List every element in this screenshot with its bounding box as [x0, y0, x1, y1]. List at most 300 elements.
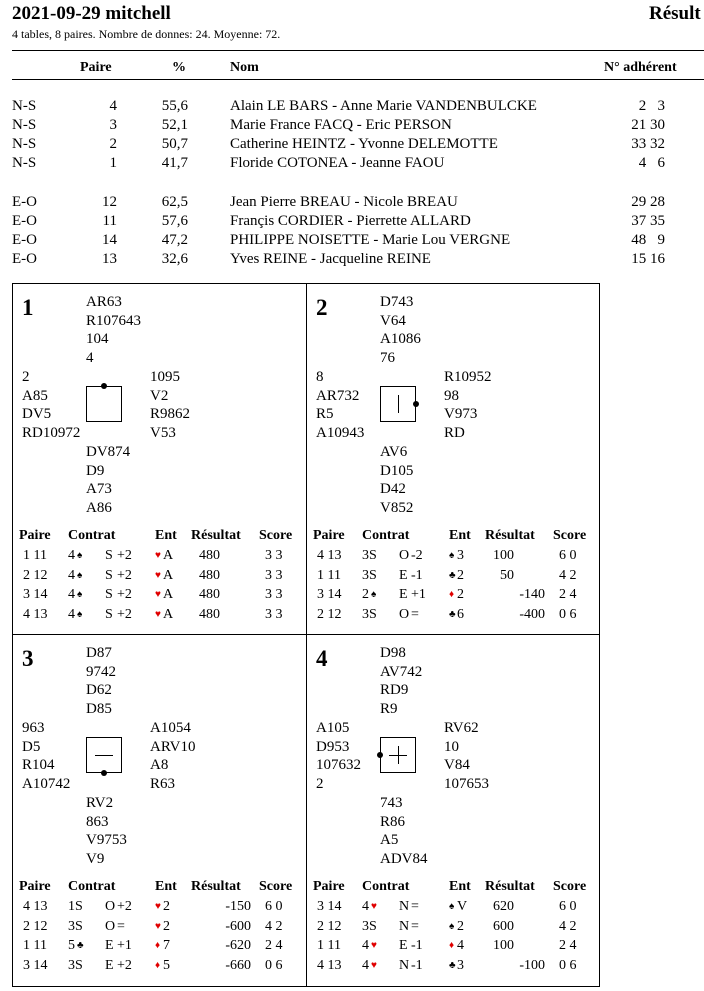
- west-hand-suit-line: A10943: [316, 424, 365, 441]
- result-pairs: 1 11: [317, 938, 341, 953]
- declarer: S: [105, 548, 113, 563]
- declarer: O: [105, 918, 116, 934]
- match-points: 6 0: [559, 548, 577, 563]
- west-hand-suit-line: A85: [22, 387, 48, 404]
- contract-level: 3S: [362, 548, 377, 563]
- declarer: S: [105, 567, 113, 583]
- board-number: 2: [316, 295, 328, 320]
- north-hand-suit-line: AV742: [380, 663, 423, 680]
- col-paire-header: Paire: [80, 60, 112, 75]
- member-numbers: 2 3: [638, 98, 665, 114]
- col-nom-header: Nom: [230, 60, 259, 75]
- board-number: 1: [22, 295, 34, 320]
- pair-names: PHILIPPE NOISETTE - Marie Lou VERGNE: [230, 232, 511, 248]
- east-hand: [444, 368, 492, 442]
- contract-suit-icon: ♥: [371, 959, 377, 971]
- results-header-ent: Ent: [155, 528, 177, 543]
- lead-suit-icon: ♥: [155, 608, 161, 620]
- result-tricks: =: [411, 606, 419, 622]
- south-hand: [86, 794, 127, 868]
- score-ew: -150: [225, 899, 251, 914]
- match-points: 6 0: [265, 899, 283, 914]
- contract-level: 3S: [362, 918, 377, 934]
- board-2: [306, 283, 600, 635]
- declarer: N: [399, 957, 410, 973]
- vulnerability-compass-icon: [86, 386, 122, 422]
- south-hand: [380, 443, 413, 517]
- declarer: E: [399, 587, 408, 602]
- east-hand-suit-line: R63: [150, 775, 176, 792]
- lead-card: 2: [163, 918, 170, 934]
- lead-suit-icon: ♥: [155, 569, 161, 581]
- result-tricks: -1: [411, 938, 423, 953]
- match-points: 2 4: [559, 938, 577, 953]
- vulnerability-line-icon: [389, 755, 407, 756]
- north-hand-suit-line: A1086: [380, 331, 421, 347]
- north-hand-suit-line: AR63: [86, 294, 122, 310]
- page-subtitle: 4 tables, 8 paires. Nombre de donnes: 24. Moyenne: 72.: [12, 27, 281, 41]
- results-header-ent: Ent: [449, 879, 471, 894]
- lead-card: 2: [457, 567, 464, 583]
- contract-suit-icon: ♠: [77, 608, 83, 620]
- contract-level: 4: [362, 957, 369, 973]
- contract-level: 1S: [68, 899, 83, 914]
- results-header-contrat: Contrat: [362, 528, 410, 543]
- col-adherent-header: N° adhérent: [604, 60, 677, 75]
- results-header-ent: Ent: [449, 528, 471, 543]
- declarer: O: [105, 899, 116, 914]
- result-row: [307, 958, 599, 978]
- dealer-dot-icon: [413, 401, 419, 407]
- lead-suit-icon: ♦: [155, 959, 161, 971]
- match-points: 4 2: [559, 567, 577, 583]
- pair-direction: N-S: [12, 117, 37, 133]
- member-numbers: 4 6: [638, 155, 665, 171]
- match-points: 0 6: [559, 957, 577, 973]
- result-row: [13, 938, 306, 958]
- results-header-paire: Paire: [313, 879, 345, 894]
- results-header-score: Score: [259, 528, 293, 543]
- contract-level: 4: [68, 587, 75, 602]
- board-number: 4: [316, 646, 328, 671]
- score-ew: -140: [519, 587, 545, 602]
- lead-suit-icon: ♥: [155, 901, 161, 912]
- pair-percentage: 47,2: [161, 232, 188, 248]
- south-hand-suit-line: A86: [86, 499, 112, 516]
- declarer: E: [105, 957, 114, 973]
- results-header-paire: Paire: [313, 528, 345, 543]
- contract-suit-icon: ♥: [371, 940, 377, 951]
- board-3: [12, 634, 307, 987]
- north-hand-suit-line: 76: [380, 349, 395, 366]
- vulnerability-line-icon: [95, 755, 113, 756]
- east-hand-suit-line: R9862: [150, 406, 191, 422]
- results-header-resultat: Résultat: [485, 879, 535, 894]
- north-hand-suit-line: RD9: [380, 682, 409, 698]
- match-points: 3 3: [265, 567, 283, 583]
- contract-suit-icon: ♠: [77, 569, 83, 581]
- north-hand-suit-line: 4: [86, 349, 94, 366]
- lead-card: 2: [163, 899, 170, 914]
- east-hand-suit-line: V53: [150, 424, 176, 441]
- pair-direction: E-O: [12, 194, 37, 210]
- south-hand: [86, 443, 130, 517]
- ranking-row: [0, 136, 704, 155]
- east-hand-suit-line: ARV10: [150, 738, 196, 755]
- dealer-dot-icon: [101, 383, 107, 389]
- pair-names: Jean Pierre BREAU - Nicole BREAU: [230, 194, 458, 210]
- ranking-row: [0, 251, 704, 270]
- score-ew: -600: [225, 918, 251, 934]
- score-ns: 480: [199, 548, 220, 563]
- ranking-row: [0, 232, 704, 251]
- west-hand-suit-line: DV5: [22, 406, 52, 422]
- lead-card: 2: [457, 587, 464, 602]
- ranking-header-rule: [12, 79, 704, 80]
- result-pairs: 1 11: [317, 567, 341, 583]
- ranking-row: [0, 155, 704, 174]
- south-hand-suit-line: ADV84: [380, 850, 428, 867]
- pair-names: Floride COTONEA - Jeanne FAOU: [230, 155, 445, 171]
- results-header-contrat: Contrat: [362, 879, 410, 894]
- lead-suit-icon: ♦: [449, 589, 455, 600]
- match-points: 6 0: [559, 899, 577, 914]
- west-hand-suit-line: 2: [316, 775, 324, 792]
- result-tricks: -2: [411, 548, 423, 563]
- south-hand-suit-line: A73: [86, 481, 112, 497]
- pair-direction: E-O: [12, 232, 37, 248]
- contract-level: 3S: [362, 606, 377, 622]
- board-1: [12, 283, 307, 635]
- lead-card: 5: [163, 957, 170, 973]
- declarer: O: [399, 548, 410, 563]
- east-hand-suit-line: 98: [444, 387, 459, 404]
- result-pairs: 1 11: [23, 548, 47, 563]
- south-hand-suit-line: R86: [380, 813, 406, 830]
- score-ew: -620: [225, 938, 251, 953]
- contract-suit-icon: ♣: [77, 940, 84, 951]
- west-hand: [22, 368, 80, 442]
- pair-percentage: 55,6: [161, 98, 188, 114]
- dealer-dot-icon: [377, 752, 383, 758]
- contract-level: 3S: [68, 918, 83, 934]
- west-hand-suit-line: 8: [316, 369, 324, 385]
- contract-level: 4: [68, 606, 75, 622]
- south-hand-suit-line: AV6: [380, 444, 408, 460]
- lead-card: 4: [457, 938, 464, 953]
- match-points: 4 2: [559, 918, 577, 934]
- west-hand-suit-line: RD10972: [22, 424, 81, 441]
- pair-direction: E-O: [12, 213, 37, 229]
- declarer: O: [399, 606, 410, 622]
- result-pairs: 4 13: [23, 899, 48, 914]
- header-rule: [12, 50, 704, 51]
- ranking-row: [0, 117, 704, 136]
- lead-suit-icon: ♠: [449, 550, 455, 561]
- results-header-paire: Paire: [19, 879, 51, 894]
- west-hand-suit-line: AR732: [316, 387, 360, 404]
- result-tricks: +2: [117, 548, 132, 563]
- match-points: 3 3: [265, 548, 283, 563]
- east-hand: [444, 719, 489, 793]
- result-pairs: 2 12: [23, 918, 48, 934]
- member-numbers: 48 9: [631, 232, 665, 248]
- result-row: [307, 607, 599, 627]
- north-hand-suit-line: D98: [380, 645, 406, 661]
- west-hand-suit-line: D953: [316, 738, 350, 755]
- east-hand-suit-line: R10952: [444, 369, 492, 385]
- pair-percentage: 62,5: [161, 194, 188, 210]
- lead-card: A: [163, 548, 174, 563]
- match-points: 3 3: [265, 606, 283, 622]
- result-pairs: 3 14: [317, 587, 342, 602]
- east-hand-suit-line: RV62: [444, 720, 479, 736]
- lead-card: 6: [457, 606, 464, 622]
- result-tricks: =: [117, 918, 125, 934]
- result-tricks: +1: [411, 587, 426, 602]
- east-hand-suit-line: 107653: [444, 775, 489, 792]
- pair-number: 4: [109, 98, 117, 114]
- result-pairs: 2 12: [23, 567, 48, 583]
- north-hand: [86, 644, 116, 718]
- north-hand-suit-line: R107643: [86, 312, 142, 329]
- result-row: [13, 899, 306, 919]
- west-hand-suit-line: 963: [22, 720, 45, 736]
- north-hand: [86, 293, 141, 367]
- south-hand-suit-line: V852: [380, 499, 414, 516]
- north-hand-suit-line: D743: [380, 294, 414, 310]
- lead-suit-icon: ♦: [449, 940, 455, 951]
- result-row: [307, 587, 599, 607]
- lead-suit-icon: ♥: [155, 589, 161, 600]
- contract-suit-icon: ♥: [371, 901, 377, 912]
- dealer-dot-icon: [101, 770, 107, 776]
- result-tricks: =: [411, 899, 419, 914]
- result-pairs: 2 12: [317, 606, 342, 622]
- pair-direction: E-O: [12, 251, 37, 267]
- contract-level: 4: [362, 938, 369, 953]
- results-header-score: Score: [553, 879, 587, 894]
- east-hand-suit-line: 1095: [150, 369, 180, 385]
- south-hand-suit-line: V9: [86, 850, 105, 867]
- south-hand-suit-line: 863: [86, 813, 109, 830]
- score-ns: 480: [199, 587, 220, 602]
- score-ns: 50: [500, 567, 514, 583]
- north-hand: [380, 644, 422, 718]
- contract-level: 3S: [68, 957, 83, 973]
- score-ns: 600: [493, 918, 514, 934]
- declarer: N: [399, 918, 410, 934]
- east-hand-suit-line: 10: [444, 738, 459, 755]
- contract-suit-icon: ♠: [77, 550, 83, 561]
- north-hand-suit-line: D87: [86, 645, 112, 661]
- south-hand-suit-line: A5: [380, 832, 399, 848]
- pair-percentage: 52,1: [161, 117, 188, 133]
- east-hand-suit-line: V2: [150, 387, 169, 404]
- results-header-score: Score: [259, 879, 293, 894]
- east-hand: [150, 719, 195, 793]
- result-tricks: +1: [117, 938, 132, 953]
- south-hand-suit-line: 743: [380, 795, 403, 811]
- results-header-contrat: Contrat: [68, 528, 116, 543]
- east-hand-suit-line: V84: [444, 757, 470, 773]
- col-pct-header: %: [172, 60, 186, 75]
- west-hand-suit-line: 2: [22, 369, 30, 385]
- pair-number: 12: [102, 194, 117, 210]
- match-points: 0 6: [265, 957, 283, 973]
- lead-card: 3: [457, 548, 464, 563]
- result-row: [13, 958, 306, 978]
- result-row: [13, 587, 306, 607]
- lead-suit-icon: ♣: [449, 569, 456, 581]
- pair-names: Yves REINE - Jacqueline REINE: [230, 251, 431, 267]
- result-tricks: -1: [411, 567, 423, 583]
- results-header-paire: Paire: [19, 528, 51, 543]
- west-hand-suit-line: R104: [22, 757, 55, 773]
- east-hand-suit-line: A1054: [150, 720, 191, 736]
- north-hand-suit-line: V64: [380, 312, 406, 329]
- contract-level: 4: [68, 548, 75, 563]
- result-pairs: 3 14: [317, 899, 342, 914]
- results-header-resultat: Résultat: [191, 879, 241, 894]
- south-hand-suit-line: D105: [380, 462, 414, 479]
- match-points: 4 2: [265, 918, 283, 934]
- west-hand-suit-line: D5: [22, 738, 41, 755]
- results-heading: Résult: [649, 3, 701, 24]
- declarer: N: [399, 899, 410, 914]
- lead-card: A: [163, 587, 174, 602]
- pair-direction: N-S: [12, 136, 37, 152]
- match-points: 3 3: [265, 587, 283, 602]
- pair-number: 13: [102, 251, 117, 267]
- west-hand: [316, 719, 361, 793]
- result-tricks: +2: [117, 606, 132, 622]
- ranking-row: [0, 98, 704, 117]
- lead-card: 7: [163, 938, 170, 953]
- pair-names: Alain LE BARS - Anne Marie VANDENBULCKE: [230, 98, 537, 114]
- lead-suit-icon: ♠: [449, 920, 455, 932]
- result-row: [13, 607, 306, 627]
- result-pairs: 4 13: [317, 957, 342, 973]
- lead-card: A: [163, 567, 174, 583]
- declarer: E: [105, 938, 114, 953]
- pair-names: Catherine HEINTZ - Yvonne DELEMOTTE: [230, 136, 498, 152]
- results-header-resultat: Résultat: [485, 528, 535, 543]
- south-hand-suit-line: D9: [86, 462, 105, 479]
- result-row: [307, 548, 599, 568]
- result-pairs: 1 11: [23, 938, 47, 953]
- pair-names: Marie France FACQ - Eric PERSON: [230, 117, 452, 133]
- north-hand-suit-line: D62: [86, 682, 112, 698]
- member-numbers: 15 16: [631, 251, 665, 267]
- member-numbers: 29 28: [631, 194, 665, 210]
- west-hand: [22, 719, 70, 793]
- result-row: [307, 938, 599, 958]
- east-hand-suit-line: V973: [444, 406, 478, 422]
- west-hand-suit-line: 107632: [316, 757, 361, 773]
- result-tricks: +2: [117, 957, 132, 973]
- pair-percentage: 41,7: [161, 155, 188, 171]
- declarer: E: [399, 938, 408, 953]
- results-header-score: Score: [553, 528, 587, 543]
- declarer: S: [105, 606, 113, 622]
- match-points: 2 4: [265, 938, 283, 953]
- south-hand-suit-line: V9753: [86, 832, 127, 848]
- contract-suit-icon: ♠: [371, 589, 377, 600]
- score-ew: -660: [225, 957, 251, 973]
- contract-level: 2: [362, 587, 369, 602]
- declarer: E: [399, 567, 408, 583]
- west-hand-suit-line: A105: [316, 720, 350, 736]
- lead-suit-icon: ♣: [449, 959, 456, 971]
- lead-card: V: [457, 899, 468, 914]
- result-row: [13, 919, 306, 939]
- score-ns: 100: [493, 548, 514, 563]
- north-hand: [380, 293, 421, 367]
- contract-level: 4: [362, 899, 369, 914]
- north-hand-suit-line: 9742: [86, 663, 116, 680]
- south-hand-suit-line: RV2: [86, 795, 114, 811]
- contract-suit-icon: ♠: [77, 589, 83, 600]
- lead-card: A: [163, 606, 174, 622]
- pair-number: 14: [102, 232, 117, 248]
- member-numbers: 21 30: [631, 117, 665, 133]
- contract-level: 5: [68, 938, 75, 953]
- match-points: 0 6: [559, 606, 577, 622]
- score-ns: 620: [493, 899, 514, 914]
- result-row: [307, 919, 599, 939]
- result-pairs: 2 12: [317, 918, 342, 934]
- lead-suit-icon: ♥: [155, 920, 161, 932]
- pair-number: 3: [109, 117, 117, 133]
- pair-direction: N-S: [12, 155, 37, 171]
- result-row: [307, 568, 599, 588]
- lead-suit-icon: ♣: [449, 608, 456, 620]
- north-hand-suit-line: 104: [86, 331, 109, 347]
- east-hand-suit-line: A8: [150, 757, 169, 773]
- board-4: [306, 634, 600, 987]
- south-hand: [380, 794, 428, 868]
- lead-suit-icon: ♦: [155, 940, 161, 951]
- east-hand: [150, 368, 190, 442]
- ranking-row: [0, 213, 704, 232]
- result-row: [307, 899, 599, 919]
- contract-level: 3S: [362, 567, 377, 583]
- north-hand-suit-line: D85: [86, 700, 112, 717]
- result-tricks: +2: [117, 567, 132, 583]
- result-row: [13, 568, 306, 588]
- vulnerability-compass-icon: [380, 737, 416, 773]
- result-pairs: 4 13: [317, 548, 342, 563]
- lead-suit-icon: ♠: [449, 901, 455, 912]
- north-hand-suit-line: R9: [380, 700, 398, 717]
- result-tricks: -1: [411, 957, 423, 973]
- score-ew: -400: [519, 606, 545, 622]
- score-ew: -100: [519, 957, 545, 973]
- contract-level: 4: [68, 567, 75, 583]
- page-title: 2021-09-29 mitchell: [12, 3, 171, 24]
- lead-card: 3: [457, 957, 464, 973]
- result-tricks: =: [411, 918, 419, 934]
- lead-card: 2: [457, 918, 464, 934]
- result-row: [13, 548, 306, 568]
- ranking-header-row: [0, 60, 704, 79]
- score-ns: 100: [493, 938, 514, 953]
- pair-number: 1: [109, 155, 117, 171]
- member-numbers: 33 32: [631, 136, 665, 152]
- pair-direction: N-S: [12, 98, 37, 114]
- vulnerability-compass-icon: [380, 386, 416, 422]
